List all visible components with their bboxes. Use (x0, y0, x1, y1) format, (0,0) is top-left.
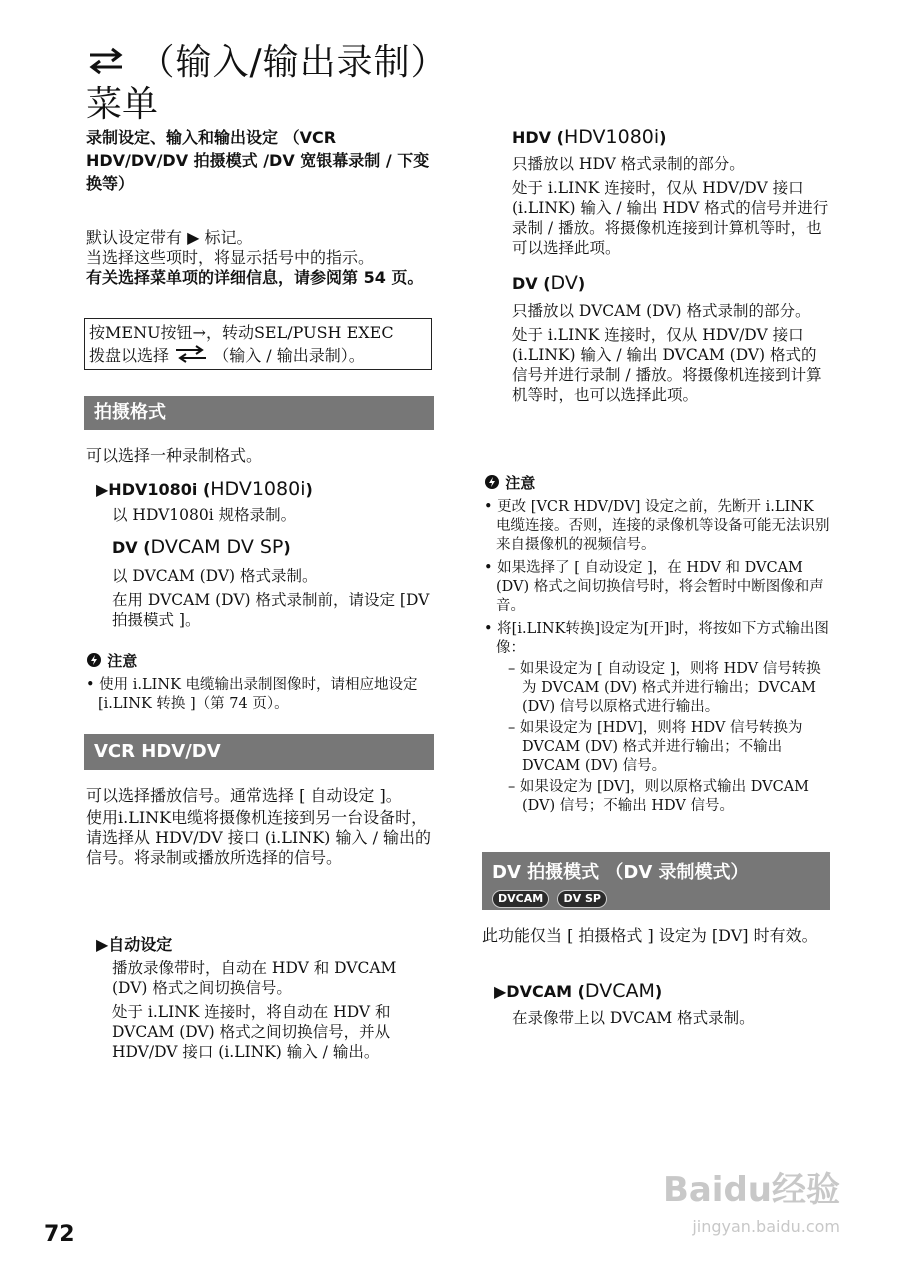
watermark-main: Baidu经验 (662, 1170, 840, 1210)
close-paren: ) (305, 480, 313, 499)
option-dv-right-label: DV ( (512, 274, 551, 293)
note-item-text: 如果选择了 [ 自动设定 ]，在 HDV 和 DVCAM (DV) 格式之间切换信号时，将会暂时中断图像和声音。 (496, 560, 824, 614)
option-hdv1080i-label: ▶HDV1080i ( (96, 480, 211, 499)
sub-note-item: – 如果设定为 [ 自动设定 ]，则将 HDV 信号转换为 DVCAM (DV) 格式并进行输出；DVCAM (DV) 信号以原格式进行输出。 (508, 661, 821, 715)
dv-desc2: 在用 DVCAM (DV) 格式录制前，请设定 [DV 拍摄模式 ]。 (112, 591, 430, 629)
close-paren: ) (659, 128, 667, 147)
note-item-text: 将[i.LINK转换]设定为[开]时，将按如下方式输出图像： (496, 621, 829, 656)
dv-right-desc2: 处于 i.LINK 连接时，仅从 HDV/DV 接口 (i.LINK) 输入 / 输出 DVCAM (DV) 格式的信号并进行录制 / 播放。将摄像机连接到计算机等时，也可以选择此项。 (512, 326, 822, 404)
vcr-p1: 可以选择播放信号。通常选择 [ 自动设定 ]。 (86, 786, 402, 805)
note-item: • 使用 i.LINK 电缆输出录制图像时，请相应地设定 [i.LINK 转换 ]（第 74 页）。 (86, 677, 418, 712)
option-dv (112, 536, 291, 558)
vcr-p2: 使用i.LINK电缆将摄像机连接到另一台设备时，请选择从 HDV/DV 接口 (i.LINK) 输入 / 输出的信号。将录制或播放所选择的信号。 (86, 808, 432, 867)
option-hdv (512, 126, 666, 148)
dvcam-desc: 在录像带上以 DVCAM 格式录制。 (512, 1009, 755, 1027)
sub-note-item: – 如果设定为 [DV]，则以原格式输出 DVCAM (DV) 信号；不输出 HDV 信号。 (508, 779, 809, 814)
sub-note-text: 如果设定为 [DV]，则以原格式输出 DVCAM (DV) 信号；不输出 HDV 信号。 (519, 779, 809, 814)
note-list-2 (484, 498, 832, 816)
option-dv-right (512, 272, 585, 294)
vcr-intro (86, 786, 436, 868)
dvcam-icon: DVCAM (584, 980, 655, 1002)
instruction-box (84, 318, 432, 370)
dv-sp-badge: DV SP (557, 890, 606, 908)
option-dvcam (494, 980, 662, 1002)
io-record-arrows-icon (174, 345, 208, 369)
caution-icon (484, 474, 500, 494)
watermark (640, 1162, 840, 1242)
option-auto: ▶自动设定 (96, 935, 173, 954)
hdv1080i-icon: HDV1080i (210, 478, 306, 500)
dv-mode-badges (492, 886, 830, 908)
page-number: 72 (44, 1222, 75, 1247)
section-heading-dv-mode (482, 852, 830, 910)
caution-icon (86, 652, 102, 672)
sub-note-text: 如果设定为 [ 自动设定 ]，则将 HDV 信号转换为 DVCAM (DV) 格式并进行输出；DVCAM (DV) 信号以原格式进行输出。 (519, 661, 821, 715)
dv-right-desc (512, 301, 832, 405)
hdv-desc1: 只播放以 HDV 格式录制的部分。 (512, 155, 745, 173)
dv-mode-intro: 此功能仅当 [ 拍摄格式 ] 设定为 [DV] 时有效。 (482, 926, 818, 945)
hdv-desc (512, 154, 832, 258)
bracket-note: 当选择这些项时，将显示括号中的指示。 (86, 248, 375, 267)
option-hdv1080i (96, 478, 313, 500)
dv-icon: DV (550, 272, 578, 294)
note-item-text: 更改 [VCR HDV/DV] 设定之前，先断开 i.LINK 电缆连接。否则，连接的录像机等设备可能无法识别来自摄像机的视频信号。 (496, 499, 830, 553)
dv-mode-heading-text: DV 拍摄模式 （DV 录制模式） (492, 862, 749, 883)
auto-desc2: 处于 i.LINK 连接时，将自动在 HDV 和 DVCAM (DV) 格式之间切换信号，并从 HDV/DV 接口 (i.LINK) 输入 / 输出。 (112, 1003, 391, 1061)
instruction-line2-a: 拨盘以选择 (89, 346, 170, 365)
note-heading-text: 注意 (505, 474, 536, 492)
dv-right-desc1: 只播放以 DVCAM (DV) 格式录制的部分。 (512, 302, 811, 320)
note-item: • 更改 [VCR HDV/DV] 设定之前，先断开 i.LINK 电缆连接。否则，连接的录像机等设备可能无法识别来自摄像机的视频信号。 (484, 499, 830, 553)
page-title-line2: 菜单 (86, 84, 159, 125)
option-dv-label: DV ( (112, 538, 151, 557)
section-heading-vcr: VCR HDV/DV (84, 734, 434, 770)
sub-note-text: 如果设定为 [HDV]，则将 HDV 信号转换为 DVCAM (DV) 格式并进行输出；不输出 DVCAM (DV) 信号。 (519, 720, 803, 774)
note-item: • 如果选择了 [ 自动设定 ]，在 HDV 和 DVCAM (DV) 格式之间切换信号时，将会暂时中断图像和声音。 (484, 560, 824, 614)
rec-format-intro: 可以选择一种录制格式。 (86, 446, 263, 465)
dvcam-badge: DVCAM (492, 890, 549, 908)
note-item-text: 使用 i.LINK 电缆输出录制图像时，请相应地设定 [i.LINK 转换 ]（第 74 页）。 (98, 677, 418, 712)
watermark-sub: jingyan.baidu.com (692, 1217, 840, 1236)
instruction-line2 (89, 344, 427, 369)
title-text: （输入/输出录制） (138, 42, 448, 83)
intro-block (86, 228, 436, 288)
default-note: 默认设定带有 ▶ 标记。 (86, 228, 253, 247)
note-item: • 将[i.LINK转换]设定为[开]时，将按如下方式输出图像： (484, 621, 829, 656)
instruction-line2-b: （输入 / 输出录制）。 (213, 346, 365, 365)
dv-desc (112, 566, 432, 630)
section-heading-rec-format: 拍摄格式 (84, 396, 434, 430)
auto-desc (112, 958, 432, 1062)
close-paren: ) (577, 274, 586, 293)
note-heading-text: 注意 (107, 652, 138, 670)
hdv-desc2: 处于 i.LINK 连接时，仅从 HDV/DV 接口 (i.LINK) 输入 / 输出 HDV 格式的信号并进行录制 / 播放。将摄像机连接到计算机等时，也可以选择此项。 (512, 179, 829, 257)
section-subtitle: 录制设定、输入和输出设定 （VCR HDV/DV/DV 拍摄模式 /DV 宽银幕录制 / 下变换等） (86, 128, 430, 193)
close-paren: ) (654, 982, 663, 1001)
dv-desc1: 以 DVCAM (DV) 格式录制。 (112, 567, 318, 585)
dvcam-dv-sp-icon: DVCAM DV SP (150, 536, 284, 558)
hdv1080i-desc: 以 HDV1080i 规格录制。 (112, 506, 297, 524)
hdv1080i-icon: HDV1080i (563, 126, 660, 148)
sub-note-item: – 如果设定为 [HDV]，则将 HDV 信号转换为 DVCAM (DV) 格式并进行输出；不输出 DVCAM (DV) 信号。 (508, 720, 803, 774)
note-list-1 (86, 676, 434, 714)
close-paren: ) (283, 538, 291, 557)
option-dvcam-label: ▶DVCAM ( (494, 982, 585, 1001)
detail-reference: 有关选择菜单项的详细信息，请参阅第 54 页。 (86, 268, 424, 287)
note-heading-1 (86, 650, 137, 672)
auto-desc1: 播放录像带时，自动在 HDV 和 DVCAM (DV) 格式之间切换信号。 (112, 959, 397, 997)
option-hdv-label: HDV ( (512, 128, 564, 147)
note-heading-2 (484, 472, 535, 494)
instruction-line1: 按MENU按钮→，转动SEL/PUSH EXEC (89, 323, 394, 342)
